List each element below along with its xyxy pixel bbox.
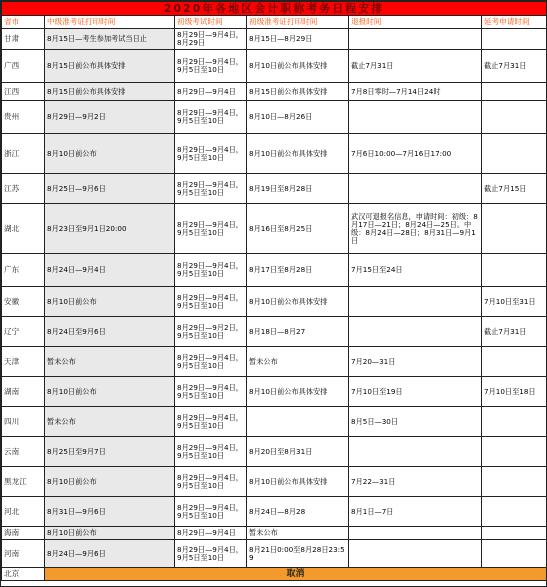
refund-time-cell (349, 527, 482, 540)
mid-print-cell: 8月10日前公布 (45, 134, 175, 174)
print-time-cell: 8月20日至8月31日 (247, 437, 349, 467)
refund-time-cell (349, 287, 482, 317)
exam-time-cell: 8月29日—9月4日，9月5日至10日 (175, 287, 247, 317)
title-row (2, 2, 547, 16)
table-row (2, 317, 547, 347)
schedule-table (1, 1, 547, 581)
print-time-cell: 暂未公布 (247, 527, 349, 540)
print-time-cell: 暂未公布 (247, 347, 349, 377)
province-cell: 江西 (2, 83, 45, 101)
refund-time-cell: 7月6日10:00—7月16日17:00 (349, 134, 482, 174)
refund-time-cell (349, 540, 482, 568)
exam-time-cell: 8月29日—9月2日，9月5日至10日 (175, 317, 247, 347)
exam-time-cell: 8月29日—9月4日，9月5日至10日 (175, 407, 247, 437)
province-cell: 黑龙江 (2, 467, 45, 497)
delay-time-cell: 截止7月15日 (482, 174, 547, 204)
mid-print-cell: 8月31日—9月6日 (45, 497, 175, 527)
exam-time-cell: 8月29日—9月4日，9月5日至10日 (175, 101, 247, 134)
exam-time-cell: 8月29日—9月4日，9月5日至10日 (175, 467, 247, 497)
exam-time-cell: 8月29日—9月4日，9月5日至10日 (175, 134, 247, 174)
exam-time-cell: 8月29日—9月4日，9月5日至10日 (175, 377, 247, 407)
refund-time-cell (349, 101, 482, 134)
print-time-cell: 8月10日前公布具体安排 (247, 377, 349, 407)
mid-print-cell: 8月25日至9月7日 (45, 437, 175, 467)
header-print-time: 初级准考证打印时间 (247, 16, 349, 29)
print-time-cell: 8月15日—8月29日 (247, 29, 349, 50)
refund-time-cell: 截止7月31日 (349, 50, 482, 83)
mid-print-cell: 8月15日—考生参加考试当日止 (45, 29, 175, 50)
print-time-cell: 8月10日前公布具体安排 (247, 467, 349, 497)
mid-print-cell: 8月25日—9月6日 (45, 174, 175, 204)
province-cell: 湖南 (2, 377, 45, 407)
header-delay-time: 延考申请时间 (482, 16, 547, 29)
exam-time-cell: 8月29日—9月4日 (175, 527, 247, 540)
table-row (2, 83, 547, 101)
delay-time-cell: 7月10日至31日 (482, 287, 547, 317)
province-cell: 辽宁 (2, 317, 45, 347)
header-exam-time: 初级考试时间 (175, 16, 247, 29)
table-row (2, 174, 547, 204)
province-cell: 天津 (2, 347, 45, 377)
mid-print-cell: 8月24日—9月4日 (45, 254, 175, 287)
header-mid-print: 中级准考证打印时间 (45, 16, 175, 29)
mid-print-cell: 8月23日至9月1日20:00 (45, 204, 175, 254)
table-row (2, 101, 547, 134)
table-row (2, 254, 547, 287)
delay-time-cell: 截止7月31日 (482, 50, 547, 83)
refund-time-cell (349, 437, 482, 467)
cancelled-banner: 取消 (45, 568, 547, 581)
refund-time-cell: 7月22—31日 (349, 467, 482, 497)
province-cell: 安徽 (2, 287, 45, 317)
table-row (2, 287, 547, 317)
table-row (2, 497, 547, 527)
print-time-cell: 8月15日前公布具体安排 (247, 83, 349, 101)
table-row (2, 407, 547, 437)
delay-time-cell (482, 254, 547, 287)
refund-time-cell (349, 29, 482, 50)
mid-print-cell: 8月29日—9月2日 (45, 101, 175, 134)
delay-time-cell (482, 204, 547, 254)
refund-time-cell: 7月20—31日 (349, 347, 482, 377)
table-row (2, 437, 547, 467)
delay-time-cell (482, 134, 547, 174)
print-time-cell: 8月10日前公布具体安排 (247, 134, 349, 174)
table-row (2, 347, 547, 377)
delay-time-cell (482, 527, 547, 540)
header-province: 省市 (2, 16, 45, 29)
table-row (2, 377, 547, 407)
delay-time-cell (482, 83, 547, 101)
refund-time-cell: 8月1日—7日 (349, 497, 482, 527)
refund-time-cell: 7月15日至24日 (349, 254, 482, 287)
print-time-cell: 8月10日前公布具体安排 (247, 50, 349, 83)
delay-time-cell (482, 347, 547, 377)
print-time-cell: 8月10日前公布具体安排 (247, 287, 349, 317)
exam-time-cell: 8月29日—9月4日，9月5日至10日 (175, 437, 247, 467)
exam-time-cell: 8月29日—9月4日 (175, 83, 247, 101)
exam-time-cell: 8月29日—9月4日，9月5日至10日 (175, 254, 247, 287)
mid-print-cell: 8月24日—9月6日 (45, 540, 175, 568)
province-cell: 北京 (2, 568, 45, 581)
refund-time-cell: 7月8日零时—7月14日24时 (349, 83, 482, 101)
exam-time-cell: 8月29日—9月4日，9月5日至10日 (175, 204, 247, 254)
refund-time-cell: 8月5日—30日 (349, 407, 482, 437)
province-cell: 云南 (2, 437, 45, 467)
print-time-cell: 8月24日—8月28 (247, 497, 349, 527)
delay-time-cell (482, 29, 547, 50)
exam-time-cell: 8月29日—9月4日，9月5日至10日 (175, 347, 247, 377)
delay-time-cell (482, 101, 547, 134)
province-cell: 海南 (2, 527, 45, 540)
table-row (2, 527, 547, 540)
province-cell: 河南 (2, 540, 45, 568)
mid-print-cell: 8月24日至9月6日 (45, 317, 175, 347)
table-title: 2020年各地区会计职称考务日程安排 (2, 2, 547, 16)
print-time-cell: 8月16日至8月25日 (247, 204, 349, 254)
header-refund-time: 退报时间 (349, 16, 482, 29)
mid-print-cell: 8月10日前公布 (45, 287, 175, 317)
delay-time-cell (482, 467, 547, 497)
province-cell: 湖北 (2, 204, 45, 254)
province-cell: 浙江 (2, 134, 45, 174)
print-time-cell (247, 407, 349, 437)
refund-time-cell (349, 174, 482, 204)
table-row (2, 568, 547, 581)
mid-print-cell: 暂未公布 (45, 407, 175, 437)
province-cell: 河北 (2, 497, 45, 527)
print-time-cell: 8月19日至8月28日 (247, 174, 349, 204)
mid-print-cell: 暂未公布 (45, 347, 175, 377)
refund-time-cell (349, 317, 482, 347)
province-cell: 江苏 (2, 174, 45, 204)
table-row (2, 467, 547, 497)
delay-time-cell (482, 497, 547, 527)
print-time-cell: 8月10日—8月26日 (247, 101, 349, 134)
table-row (2, 29, 547, 50)
delay-time-cell: 7月10日至18日 (482, 377, 547, 407)
table-row (2, 204, 547, 254)
header-row (2, 16, 547, 29)
refund-time-cell: 武汉可退报名信息，申请时间：初级：8月17日—21日；8月24日—25日。中级：8月24日—28日；8月31日—9月1日 (349, 204, 482, 254)
print-time-cell: 8月18日—8月27 (247, 317, 349, 347)
refund-time-cell: 7月10日至19日 (349, 377, 482, 407)
province-cell: 甘肃 (2, 29, 45, 50)
province-cell: 广西 (2, 50, 45, 83)
exam-time-cell: 8月29日—9月4日，9月5日至10日 (175, 540, 247, 568)
table-row (2, 134, 547, 174)
print-time-cell: 8月17日至8月28日 (247, 254, 349, 287)
mid-print-cell: 8月10日前公布 (45, 467, 175, 497)
mid-print-cell: 8月15日前公布具体安排 (45, 50, 175, 83)
print-time-cell: 8月21日0:00至8月28日23:59 (247, 540, 349, 568)
mid-print-cell: 8月10日前公布 (45, 527, 175, 540)
mid-print-cell: 8月15日前公布具体安排 (45, 83, 175, 101)
table-row (2, 540, 547, 568)
exam-time-cell: 8月29日—9月4日，9月5日至10日 (175, 497, 247, 527)
exam-time-cell: 8月29日—9月4日，9月5日至10日 (175, 174, 247, 204)
delay-time-cell (482, 540, 547, 568)
delay-time-cell (482, 407, 547, 437)
province-cell: 四川 (2, 407, 45, 437)
mid-print-cell: 8月10日前公布 (45, 377, 175, 407)
exam-time-cell: 8月29日—9月4日，8月29日 (175, 29, 247, 50)
delay-time-cell: 截止7月31日 (482, 317, 547, 347)
delay-time-cell (482, 437, 547, 467)
province-cell: 贵州 (2, 101, 45, 134)
table-row (2, 50, 547, 83)
province-cell: 广东 (2, 254, 45, 287)
exam-time-cell: 8月29日—9月4日，9月5日至10日 (175, 50, 247, 83)
